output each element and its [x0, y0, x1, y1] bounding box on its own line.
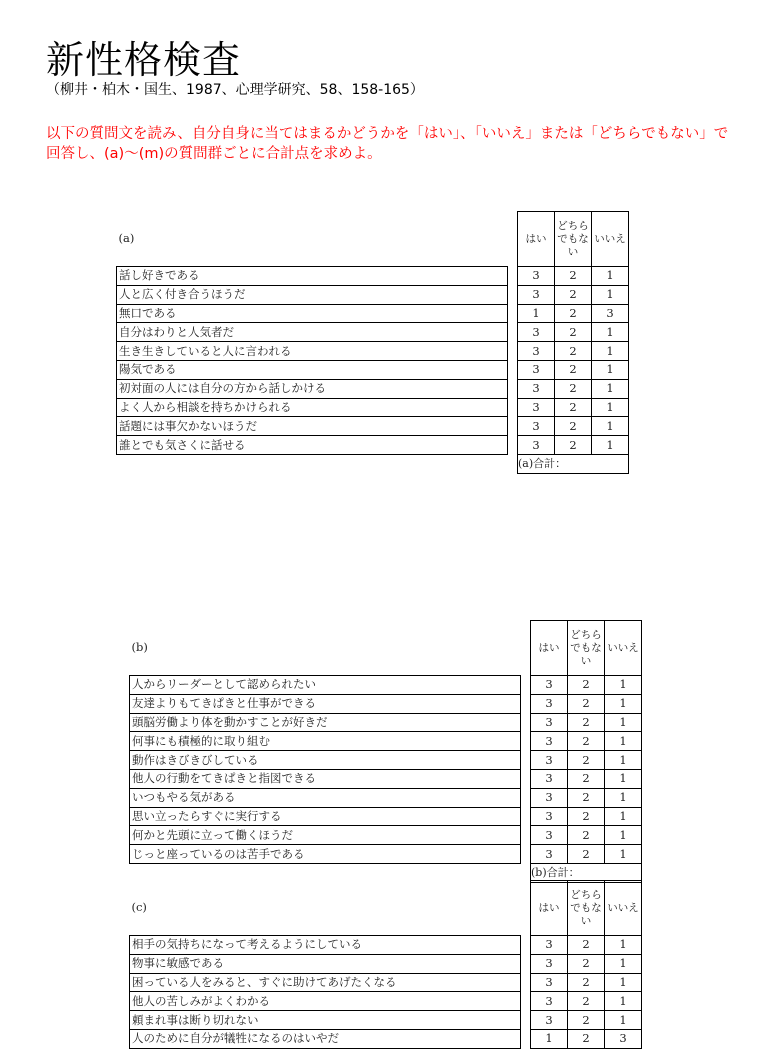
gap-cell	[521, 713, 531, 732]
question-text: じっと座っているのは苦手である	[130, 845, 521, 864]
question-text: 誰とでも気さくに話せる	[117, 436, 508, 455]
question-text: よく人から相談を持ちかけられる	[117, 398, 508, 417]
gap-cell	[508, 212, 518, 267]
score-neutral: 2	[568, 954, 605, 973]
score-yes: 1	[531, 1029, 568, 1048]
score-neutral: 2	[568, 732, 605, 751]
question-text: 困っている人をみると、すぐに助けてあげたくなる	[130, 973, 521, 992]
column-neutral-header: どちらでもない	[568, 881, 605, 936]
score-yes: 3	[518, 342, 555, 361]
total-row	[117, 454, 629, 473]
score-neutral: 2	[568, 694, 605, 713]
question-table	[129, 620, 642, 883]
table-row	[130, 676, 642, 695]
table-row	[130, 732, 642, 751]
score-yes: 3	[531, 845, 568, 864]
gap-cell	[521, 621, 531, 676]
score-yes: 3	[531, 694, 568, 713]
question-text: 思い立ったらすぐに実行する	[130, 807, 521, 826]
score-no: 1	[592, 436, 629, 455]
column-yes-header: はい	[518, 212, 555, 267]
score-neutral: 2	[555, 360, 592, 379]
score-neutral: 2	[568, 807, 605, 826]
table-header-row	[130, 621, 642, 676]
question-text: 他人の行動をてきぱきと指図できる	[130, 769, 521, 788]
group-total-field[interactable]: (b)合計：	[531, 863, 642, 882]
gap-cell	[508, 454, 518, 473]
gap-cell	[521, 1029, 531, 1048]
score-neutral: 2	[555, 417, 592, 436]
table-row	[117, 379, 629, 398]
table-row	[130, 973, 642, 992]
gap-cell	[508, 323, 518, 342]
question-text: 何かと先頭に立って働くほうだ	[130, 826, 521, 845]
table-row	[130, 751, 642, 770]
gap-cell	[521, 992, 531, 1011]
table-row	[130, 807, 642, 826]
table-row	[117, 304, 629, 323]
score-neutral: 2	[568, 676, 605, 695]
gap-cell	[521, 769, 531, 788]
score-no: 1	[592, 267, 629, 286]
gap-cell	[508, 436, 518, 455]
question-text: 陽気である	[117, 360, 508, 379]
question-table	[116, 211, 629, 474]
table-row	[130, 1011, 642, 1030]
score-yes: 3	[518, 436, 555, 455]
column-yes-header: はい	[531, 621, 568, 676]
gap-cell	[521, 751, 531, 770]
score-no: 1	[592, 417, 629, 436]
group-label: (c)	[131, 900, 147, 915]
gap-cell	[508, 360, 518, 379]
score-yes: 1	[518, 304, 555, 323]
question-text: 相手の気持ちになって考えるようにしている	[130, 936, 521, 955]
score-yes: 3	[531, 973, 568, 992]
score-no: 1	[592, 398, 629, 417]
gap-cell	[521, 1011, 531, 1030]
score-no: 1	[605, 751, 642, 770]
score-yes: 3	[531, 992, 568, 1011]
score-no: 1	[605, 826, 642, 845]
score-no: 1	[592, 323, 629, 342]
gap-cell	[508, 398, 518, 417]
score-neutral: 2	[568, 992, 605, 1011]
gap-cell	[521, 954, 531, 973]
table-row	[130, 788, 642, 807]
citation: （柳井・柏木・国生、1987、心理学研究、58、158-165）	[46, 82, 424, 98]
question-group-b	[129, 620, 642, 883]
gap-cell	[521, 676, 531, 695]
column-neutral-header: どちらでもない	[555, 212, 592, 267]
score-neutral: 2	[555, 398, 592, 417]
table-header-row	[117, 212, 629, 267]
score-no: 1	[605, 1011, 642, 1030]
gap-cell	[521, 973, 531, 992]
score-neutral: 2	[555, 436, 592, 455]
question-text: 無口である	[117, 304, 508, 323]
score-neutral: 2	[555, 379, 592, 398]
gap-cell	[521, 694, 531, 713]
score-no: 1	[592, 285, 629, 304]
score-neutral: 2	[568, 826, 605, 845]
instruction-text: 以下の質問文を読み、自分自身に当てはまるかどうかを「はい」、「いいえ」または「どちらでもない」で回答し、(a)〜(m)の質問群ごとに合計点を求めよ。	[46, 126, 729, 162]
score-neutral: 2	[568, 845, 605, 864]
score-no: 1	[605, 713, 642, 732]
blank-cell	[117, 454, 508, 473]
score-yes: 3	[518, 417, 555, 436]
score-neutral: 2	[568, 769, 605, 788]
score-neutral: 2	[568, 788, 605, 807]
table-row	[130, 845, 642, 864]
gap-cell	[521, 732, 531, 751]
question-text: 物事に敏感である	[130, 954, 521, 973]
score-yes: 3	[518, 323, 555, 342]
table-row	[117, 417, 629, 436]
gap-cell	[508, 267, 518, 286]
page-title: 新性格検査	[46, 38, 242, 82]
score-no: 1	[605, 992, 642, 1011]
score-no: 1	[605, 936, 642, 955]
score-yes: 3	[531, 713, 568, 732]
score-neutral: 2	[555, 267, 592, 286]
group-label: (b)	[131, 640, 148, 655]
table-row	[117, 436, 629, 455]
gap-cell	[521, 881, 531, 936]
table-header-row	[130, 881, 642, 936]
score-yes: 3	[518, 360, 555, 379]
column-neutral-header: どちらでもない	[568, 621, 605, 676]
gap-cell	[521, 788, 531, 807]
table-row	[117, 398, 629, 417]
question-group-a	[116, 211, 629, 474]
score-neutral: 2	[568, 936, 605, 955]
column-no-header: いいえ	[605, 881, 642, 936]
table-row	[130, 826, 642, 845]
score-no: 1	[605, 769, 642, 788]
score-yes: 3	[531, 954, 568, 973]
table-row	[130, 954, 642, 973]
question-text: 人のために自分が犠牲になるのはいやだ	[130, 1029, 521, 1048]
score-neutral: 2	[568, 751, 605, 770]
column-yes-header: はい	[531, 881, 568, 936]
question-text: 頭脳労働より体を動かすことが好きだ	[130, 713, 521, 732]
score-yes: 3	[531, 751, 568, 770]
score-no: 1	[605, 676, 642, 695]
score-yes: 3	[531, 807, 568, 826]
table-row	[130, 1029, 642, 1048]
gap-cell	[508, 285, 518, 304]
table-row	[117, 323, 629, 342]
gap-cell	[521, 936, 531, 955]
score-no: 1	[605, 845, 642, 864]
table-row	[117, 285, 629, 304]
question-text: 生き生きしていると人に言われる	[117, 342, 508, 361]
gap-cell	[508, 342, 518, 361]
question-text: 何事にも積極的に取り組む	[130, 732, 521, 751]
score-neutral: 2	[568, 1011, 605, 1030]
score-yes: 3	[518, 285, 555, 304]
table-row	[130, 992, 642, 1011]
question-text: 人と広く付き合うほうだ	[117, 285, 508, 304]
gap-cell	[508, 417, 518, 436]
gap-cell	[508, 304, 518, 323]
column-no-header: いいえ	[605, 621, 642, 676]
table-row	[130, 713, 642, 732]
question-text: 動作はきびきびしている	[130, 751, 521, 770]
score-neutral: 2	[555, 304, 592, 323]
score-no: 1	[605, 694, 642, 713]
question-text: 頼まれ事は断り切れない	[130, 1011, 521, 1030]
score-no: 1	[605, 973, 642, 992]
question-text: 話題には事欠かないほうだ	[117, 417, 508, 436]
score-neutral: 2	[555, 323, 592, 342]
table-row	[117, 360, 629, 379]
score-yes: 3	[531, 788, 568, 807]
score-no: 1	[605, 788, 642, 807]
question-text: 初対面の人には自分の方から話しかける	[117, 379, 508, 398]
question-group-c	[129, 880, 642, 1049]
score-yes: 3	[531, 769, 568, 788]
table-row	[117, 342, 629, 361]
gap-cell	[521, 845, 531, 864]
score-no: 1	[605, 732, 642, 751]
gap-cell	[521, 807, 531, 826]
score-no: 3	[592, 304, 629, 323]
table-row	[130, 769, 642, 788]
question-text: 人からリーダーとして認められたい	[130, 676, 521, 695]
score-no: 3	[605, 1029, 642, 1048]
score-yes: 3	[531, 1011, 568, 1030]
gap-cell	[521, 826, 531, 845]
group-label: (a)	[118, 231, 135, 246]
score-yes: 3	[518, 379, 555, 398]
question-text: 友達よりもてきぱきと仕事ができる	[130, 694, 521, 713]
score-neutral: 2	[568, 973, 605, 992]
score-yes: 3	[531, 732, 568, 751]
score-yes: 3	[531, 676, 568, 695]
score-yes: 3	[531, 826, 568, 845]
score-neutral: 2	[568, 713, 605, 732]
score-no: 1	[605, 807, 642, 826]
question-text: いつもやる気がある	[130, 788, 521, 807]
score-yes: 3	[518, 267, 555, 286]
table-row	[117, 267, 629, 286]
score-no: 1	[592, 342, 629, 361]
score-neutral: 2	[568, 1029, 605, 1048]
score-no: 1	[592, 360, 629, 379]
score-yes: 3	[531, 936, 568, 955]
score-no: 1	[605, 954, 642, 973]
score-neutral: 2	[555, 342, 592, 361]
table-row	[130, 694, 642, 713]
table-row	[130, 936, 642, 955]
question-table	[129, 880, 642, 1049]
score-neutral: 2	[555, 285, 592, 304]
group-total-field[interactable]: (a)合計：	[518, 454, 629, 473]
question-text: 話し好きである	[117, 267, 508, 286]
score-yes: 3	[518, 398, 555, 417]
gap-cell	[508, 379, 518, 398]
question-text: 他人の苦しみがよくわかる	[130, 992, 521, 1011]
column-no-header: いいえ	[592, 212, 629, 267]
question-text: 自分はわりと人気者だ	[117, 323, 508, 342]
score-no: 1	[592, 379, 629, 398]
